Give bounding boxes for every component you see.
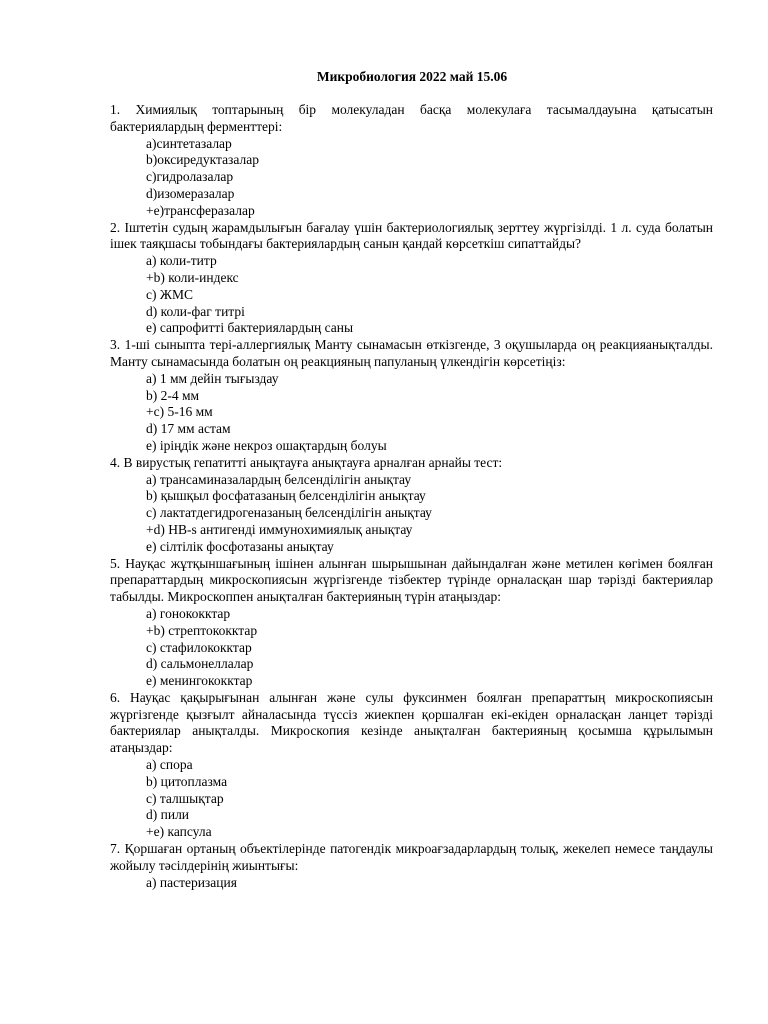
question-block [110, 102, 713, 220]
question-text: 4. В вирустық гепатитті анықтауға анықтауға арналған арнайы тест: [110, 454, 503, 470]
answer-option: b)оксиредуктазалар [146, 152, 259, 168]
answer-option: a) 1 мм дейін тығыздау [146, 370, 279, 386]
answer-option: e) сілтілік фосфотазаны анықтау [146, 538, 334, 554]
answer-option: e) менингококктар [146, 673, 253, 689]
answer-option: a)синтетазалар [146, 135, 232, 151]
answer-option: c) стафилококктар [146, 639, 252, 655]
question-list [110, 102, 713, 891]
answer-option: b) цитоплазма [146, 773, 228, 789]
question-text: 5. Науқас жұтқыншағының ішінен алынған шырышынан дайындалған және метилен көгімен боялған препараттардың микроскопиясын жүргізгенде тізбектер түрінде орналасқан шар тәрізді бактериялар табылды. Микроскоппен анықталған бактерияның түрін атаңыздар: [110, 555, 713, 605]
answer-option: +b) стрептококктар [146, 622, 258, 638]
answer-options [110, 371, 713, 455]
answer-options [110, 757, 713, 841]
answer-option: d) коли-фаг титрі [146, 303, 245, 319]
answer-option: d)изомеразалар [146, 185, 235, 201]
answer-option: c) талшықтар [146, 790, 224, 806]
answer-option: a) коли-титр [146, 253, 217, 269]
answer-options [110, 606, 713, 690]
answer-option: b) 2-4 мм [146, 387, 200, 403]
answer-options [110, 136, 713, 220]
question-block [110, 220, 713, 338]
answer-option: e) іріңдік және некроз ошақтардың болуы [146, 437, 387, 453]
question-text: 7. Қоршаған ортаның объектілерінде патогендік микроағзадарлардың толық, жекелеп немесе таңдаулы жойылу тәсілдерінің жиынтығы: [110, 841, 713, 873]
answer-option: d) пили [146, 807, 190, 823]
answer-option: b) қышқыл фосфатазаның белсенділігін анықтау [146, 488, 426, 504]
answer-option: +d) HB-s антигенді иммунохимиялық анықтау [146, 521, 413, 537]
answer-option: +e)трансферазалар [146, 202, 255, 218]
answer-option: +e) капсула [146, 824, 212, 840]
question-text: 1. Химиялық топтарының бір молекуладан басқа молекулаға тасымалдауына қатысатын бактериялардың ферменттері: [110, 102, 713, 134]
document-title: Микробиология 2022 май 15.06 [316, 69, 508, 84]
answer-option: +c) 5-16 мм [146, 404, 213, 420]
answer-option: a) гонококктар [146, 605, 231, 621]
question-text: 3. 1-ші сыныпта тері-аллергиялық Манту сынамасын өткізгенде, 3 оқушыларда оң реакцияанықталды. Манту сынамасында болатын оң реакцияның папуланың үлкендігін көрсетіңіз: [110, 337, 713, 369]
question-block [110, 556, 713, 690]
answer-option: a) спора [146, 757, 193, 773]
question-block [110, 337, 713, 455]
question-block [110, 690, 713, 841]
answer-options [110, 253, 713, 337]
question-block [110, 841, 713, 891]
answer-option: e) сапрофитті бактериялардың саны [146, 320, 354, 336]
answer-option: c) ЖМС [146, 286, 193, 302]
answer-option: d) 17 мм астам [146, 421, 231, 437]
question-text: 6. Науқас қақырығынан алынған және сулы фуксинмен боялған препараттың микроскопиясын жүргізгенде қызғылт айналасында түссіз жиекпен қоршалған екі-екіден орналасқан ланцет тәрізді бактериялар анықталды. Микроскопия кезінде анықталған бактерияның қосымша құрылымын атаңыздар: [110, 689, 713, 756]
answer-option: a) пастеризация [146, 874, 237, 890]
answer-options [110, 472, 713, 556]
answer-options [110, 875, 713, 892]
answer-option: c)гидролазалар [146, 169, 234, 185]
answer-option: c) лактатдегидрогеназаның белсенділігін анықтау [146, 505, 432, 521]
answer-option: +b) коли-индекс [146, 269, 239, 285]
question-block [110, 455, 713, 556]
question-text: 2. Іштетін судың жарамдылығын бағалау үшін бактериологиялық зерттеу жүргізілді. 1 л. суда болатын ішек таяқшасы тобындағы бактериялардың санын қандай көрсеткіш сипаттайды? [110, 219, 713, 252]
answer-option: d) сальмонеллалар [146, 656, 254, 672]
answer-option: a) трансаминазалардың белсенділігін анықтау [146, 471, 412, 487]
